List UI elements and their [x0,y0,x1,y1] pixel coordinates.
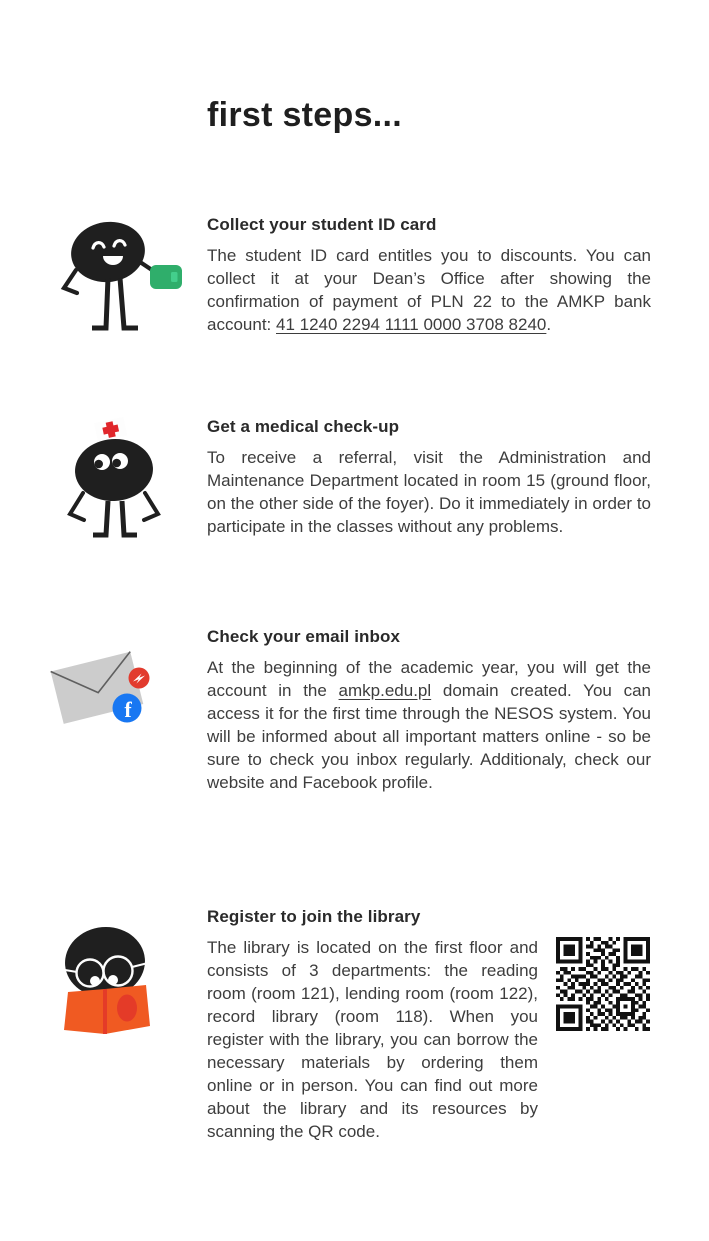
reading-character-illustration [55,922,165,1037]
right-leg [120,278,138,328]
nurse-cap [94,417,127,442]
envelope-facebook-illustration [44,645,156,730]
section-heading: Register to join the library [207,907,421,926]
amkp-domain-link[interactable]: amkp.edu.pl [338,681,432,700]
left-arm [64,270,77,293]
library-qr-code [556,937,650,1031]
character-body [67,217,149,287]
nurse-character-illustration [60,413,170,545]
section-email-inbox [207,627,651,794]
bank-account-number: 41 1240 2294 1111 0000 3708 8240 [276,315,547,334]
section-body: The student ID card entitles you to discounts. You can collect it at your Dean’s Office after showing the confirmation of payment of PLN 22 to the AMKP bank account: 41 1240 2294 1111 0000 3708 8240. [207,246,651,334]
right-leg [122,501,137,535]
section-heading: Check your email inbox [207,627,401,646]
section-body: At the beginning of the academic year, you will get the account in the amkp.edu.pl domain created. You can access it for the first time through the NESOS system. You will be informed about all important matters online - so be sure to check you inbox regularly. Additionaly, check our website and Facebook profile. [207,658,651,792]
book-cover-oval [117,995,137,1022]
page-title: first steps... [207,96,403,134]
character-body [73,436,155,503]
section-medical-checkup [207,417,651,538]
id-card-character-illustration [48,212,193,337]
nurse-character-icon [60,413,170,545]
id-card-character-icon [48,212,193,337]
reading-character-icon [55,922,165,1037]
section-heading: Get a medical check-up [207,417,400,436]
right-arm [144,493,158,520]
left-arm [70,493,84,520]
left-leg [92,278,108,328]
section-body: To receive a referral, visit the Administration and Maintenance Department located in room 15 (ground floor, on the other side of the foyer). Do it immediately in order to participate in the classes without any problems. [207,448,651,536]
section-student-id [207,215,651,336]
pupil-right [112,459,121,468]
orange-book [64,985,150,1034]
facebook-f-glyph: f [124,697,132,722]
left-leg [93,501,108,535]
pupil-left [94,460,103,469]
envelope-icon [44,645,156,730]
section-library [207,907,538,1143]
id-card-chip [171,272,178,282]
pupil-left [90,976,100,986]
section-heading: Collect your student ID card [207,215,437,234]
section-body: The library is located on the first floor and consists of 3 departments: the reading room (room 121), lending room (room 122), record library (room 118). When you register with the library, you can borrow the necessary materials by ordering them online or in person. You can find out more about the library and its resources by scanning the QR code. [207,938,538,1141]
pupil-right [108,975,118,985]
